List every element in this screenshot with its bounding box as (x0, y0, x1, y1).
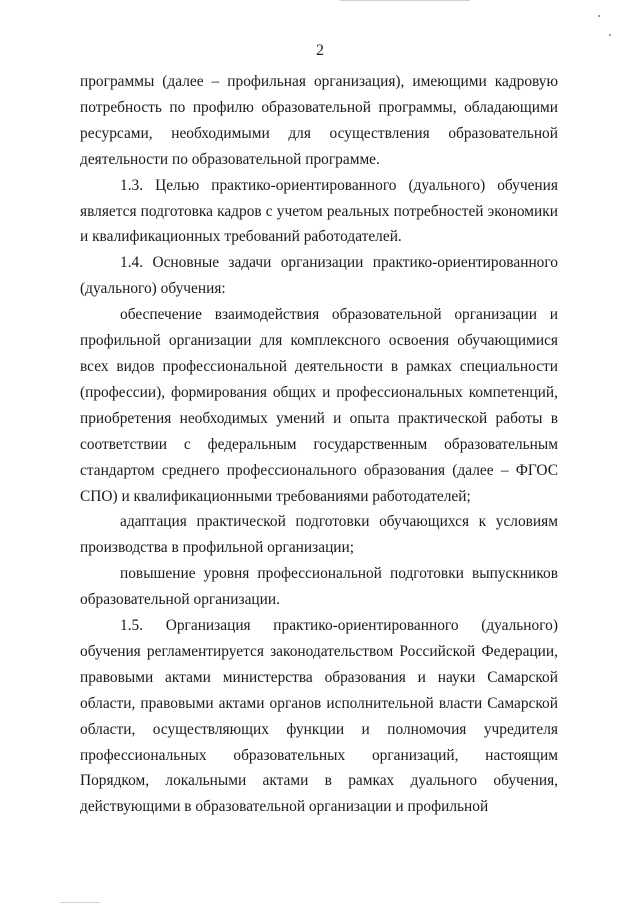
scan-edge-line (60, 902, 100, 903)
task-item-qualification: повышение уровня профессиональной подготовки выпускников образовательной организации. (80, 565, 558, 609)
scan-edge-line (340, 0, 470, 1)
paragraph-1-3: 1.3. Целью практико-ориентированного (дуального) обучения является подготовка кадров с учетом реальных потребностей экономики и квалификационных требований работодателей. (80, 176, 558, 246)
paragraph-continuation: программы (далее – профильная организация), имеющими кадровую потребность по профилю образовательной программы, обладающими ресурсами, необходимыми для осуществления образовательной деятельности по образовательной программе. (80, 73, 558, 168)
task-item-interaction: обеспечение взаимодействия образовательной организации и профильной организации для комплексного освоения обучающимися всех видов профессиональной деятельности в рамках специальности (профессии), формирования общих и профессиональных компетенций, приобретения необходимых умений и опыта практической работы в соответствии с федеральным государственным образовательным стандартом среднего профессионального образования (далее – ФГОС СПО) и квалификационными требованиями работодателей; (80, 306, 558, 505)
document-body (80, 69, 558, 820)
scan-speck (609, 34, 611, 36)
scan-speck (598, 15, 600, 17)
page-number: 2 (316, 42, 324, 59)
paragraph-1-5: 1.5. Организация практико-ориентированного (дуального) обучения регламентируется законодательством Российской Федерации, правовыми актами министерства образования и науки Самарской области, правовыми актами органов исполнительной власти Самарской области, осуществляющих функции и полномочия учредителя профессиональных образовательных организаций, настоящим Порядком, локальными актами в рамках дуального обучения, действующими в образовательной организации и профильной (80, 617, 558, 816)
task-item-adaptation: адаптация практической подготовки обучающихся к условиям производства в профильной организации; (80, 513, 558, 557)
paragraph-1-4: 1.4. Основные задачи организации практико-ориентированного (дуального) обучения: (80, 254, 558, 298)
